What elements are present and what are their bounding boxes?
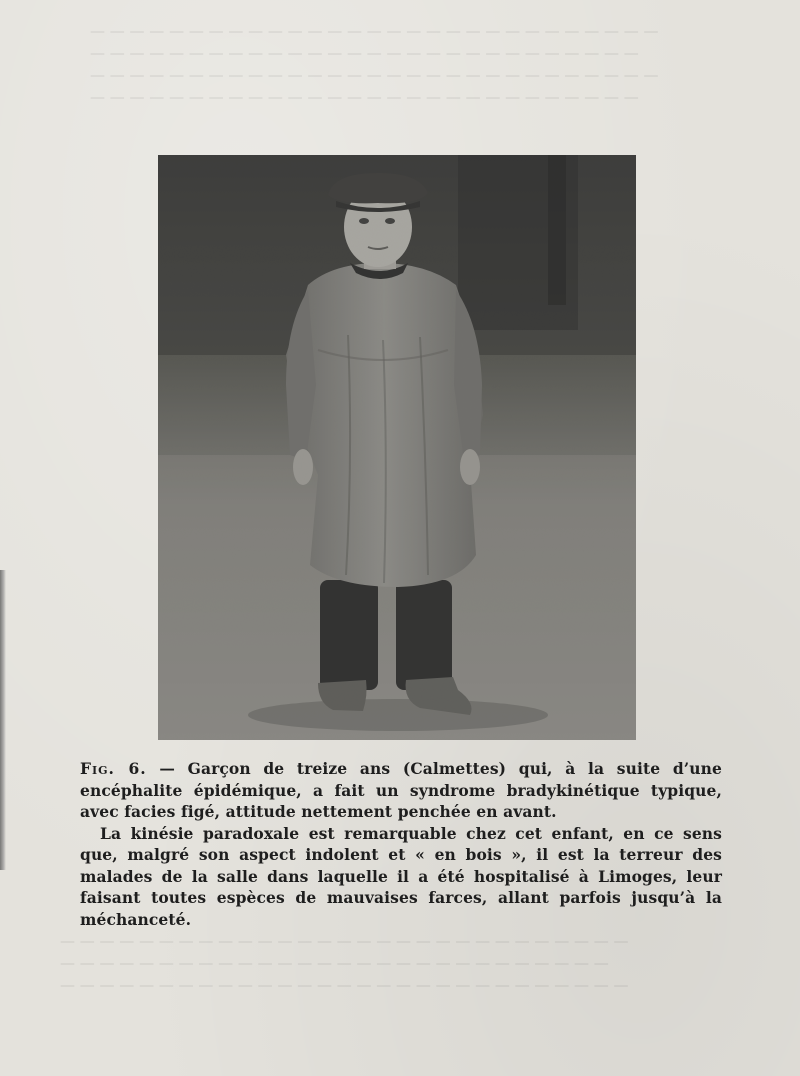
caption-paragraph-2: La kinésie paradoxale est remarquable chez cet enfant, en ce sens que, malgré son aspect indolent et « en bois », il est la terreur des malades de la salle dans laquelle il a été hospitalisé à Limoges, leur faisant toutes espèces de mauvaises farces, allant parfois jusqu’à la méchanceté. <box>80 823 722 929</box>
figure-caption <box>80 758 722 930</box>
binding-edge-shadow <box>0 570 6 870</box>
photograph-illustration <box>158 155 636 740</box>
figure-photograph <box>158 155 636 740</box>
caption-description: Garçon de treize ans (Calmettes) qui, à la suite d’une encéphalite épidémique, a fait un syndrome bradykinétique typique, avec facies figé, attitude nettement penchée en avant. <box>80 759 722 821</box>
show-through-text-bottom: — — — — — — — — — — — — — — — — — — — — — — — — — — — — — — — — — — — — — — — — — — — — — — — — — — — — — — — — — — — — — — — — — — — — — — — — — — — — — — — — — — — — — — <box>60 932 629 994</box>
figure-number: Fig. 6. <box>80 759 147 778</box>
caption-dash: — <box>146 759 188 778</box>
caption-paragraph-1 <box>80 758 722 823</box>
show-through-text-top: — — — — — — — — — — — — — — — — — — — — — — — — — — — — — — — — — — — — — — — — — — — — — — — — — — — — — — — — — — — — — — — — — — — — — — — — — — — — — — — — — — — — — — — — — — — — — — — — — — — — — — — — — — — — — — — — — — <box>90 22 659 106</box>
